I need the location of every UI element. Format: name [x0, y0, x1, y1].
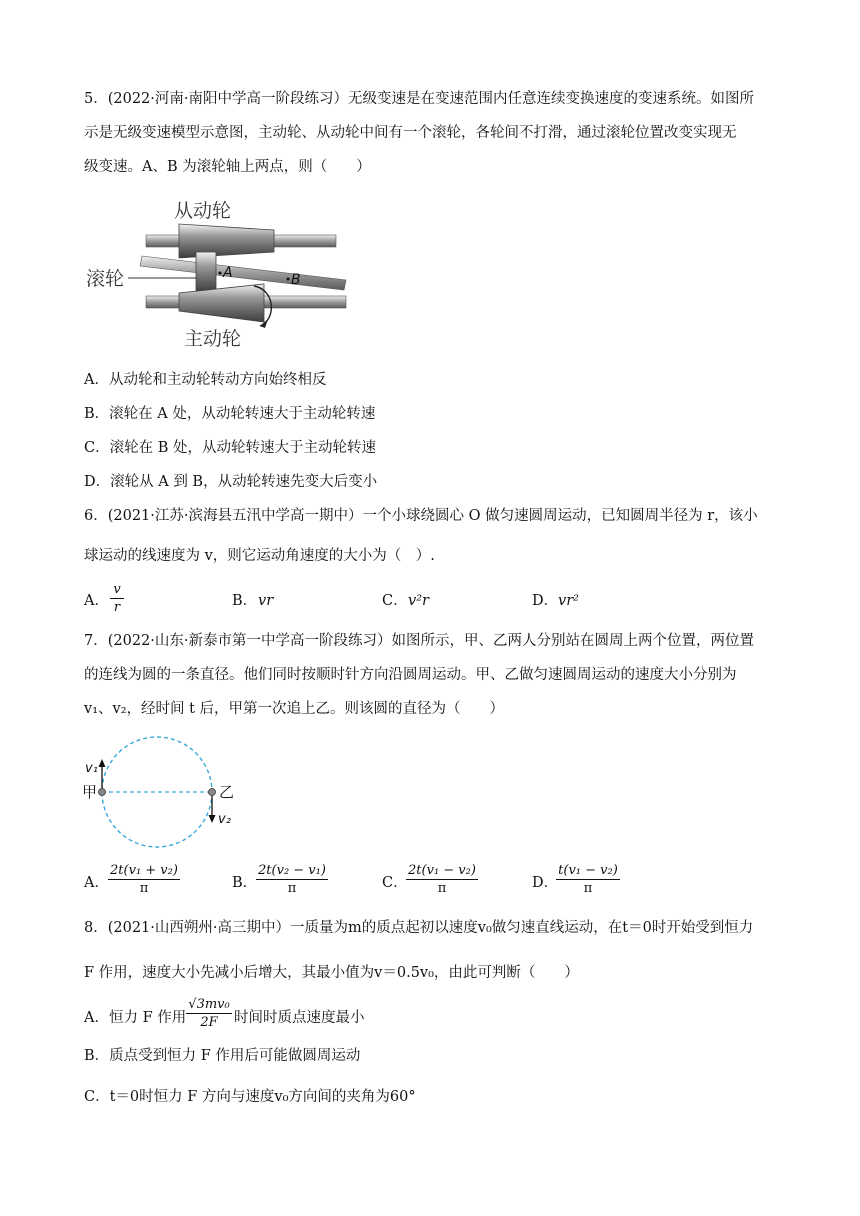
q6-stem-line-2: 球运动的线速度为 v，则它运动角速度的大小为（ ）. [84, 548, 435, 564]
q7-option-c-denominator: π [437, 881, 447, 896]
q6-option-b-letter: B． [232, 593, 258, 609]
q7-option-b-fraction [256, 862, 328, 897]
q7-option-d-denominator: π [583, 881, 593, 896]
q7-option-d-fraction [556, 862, 620, 897]
q8-option-a-denominator: 2F [200, 1015, 218, 1030]
q7-option-a-fraction [108, 862, 180, 897]
q6-option-c-letter: C． [382, 593, 408, 609]
q7-option-d-numerator: t(v₁ − v₂) [556, 862, 620, 880]
q7-option-a-numerator: 2t(v₁ + v₂) [108, 862, 180, 880]
q8-option-b: B．质点受到恒力 F 作用后可能做圆周运动 [84, 1048, 361, 1064]
q5-option-b: B．滚轮在 A 处，从动轮转速大于主动轮转速 [84, 406, 376, 422]
q6-option-a-letter: A． [84, 593, 109, 609]
q8-option-a-numerator: √3mv₀ [186, 996, 232, 1014]
person-yi-marker [209, 789, 216, 796]
q7-option-a-letter: A． [84, 875, 109, 891]
q7-stem-line-1: 7．(2022·山东·新泰市第一中学高一阶段练习）如图所示，甲、乙两人分别站在圆周上两个位置，两位置 [84, 633, 754, 649]
q6-option-d-value: vr² [558, 593, 579, 609]
q5-stem-line-2: 示是无级变速模型示意图，主动轮、从动轮中间有一个滚轮，各轮间不打滑，通过滚轮位置改变实现无 [84, 125, 737, 141]
q7-option-c-fraction [406, 862, 478, 897]
q6-option-a-denominator: r [113, 600, 121, 615]
q7-option-c-letter: C． [382, 875, 408, 891]
q8-option-a-suffix: 时间时质点速度最小 [234, 1010, 365, 1026]
q8-option-c: C．t＝0时恒力 F 方向与速度v₀方向间的夹角为60° [84, 1089, 416, 1105]
q7-option-c-numerator: 2t(v₁ − v₂) [406, 862, 478, 880]
q7-option-a-denominator: π [139, 881, 149, 896]
person-yi-label: 乙 [219, 783, 235, 801]
v1-arrow-icon [99, 759, 106, 767]
v1-label: v₁ [85, 761, 98, 776]
roller [196, 252, 216, 292]
q6-option-b-value: vr [258, 593, 274, 609]
q7-stem-line-3: v₁、v₂，经时间 t 后，甲第一次追上乙。则该圆的直径为（ ） [84, 701, 505, 717]
q7-option-b-numerator: 2t(v₂ − v₁) [256, 862, 328, 880]
q6-stem-line-1: 6．(2021·江苏·滨海县五汛中学高一期中）一个小球绕圆心 O 做匀速圆周运动，已知圆周半径为 r，该小 [84, 508, 758, 524]
q7-option-d-letter: D． [532, 875, 559, 891]
roller-axle [140, 256, 346, 290]
q5-option-d: D．滚轮从 A 到 B，从动轮转速先变大后变小 [84, 474, 378, 490]
q6-option-a-numerator: v [110, 581, 124, 599]
driver-wheel-label: 主动轮 [184, 328, 242, 350]
point-b-label: B [291, 272, 301, 288]
roller-label: 滚轮 [86, 268, 125, 290]
v2-arrow-icon [209, 815, 216, 823]
q5-stem-line-1: 5．(2022·河南·南阳中学高一阶段练习）无级变速是在变速范围内任意连续变换速度的变速系统。如图所 [84, 91, 754, 107]
q5-option-a: A．从动轮和主动轮转动方向始终相反 [84, 372, 327, 388]
q7-option-b-denominator: π [287, 881, 297, 896]
driven-cone [179, 224, 274, 258]
cvt-diagram [84, 192, 364, 352]
v2-label: v₂ [218, 812, 231, 827]
q6-option-a-fraction [110, 581, 124, 616]
circle-diagram [80, 730, 260, 860]
q8-stem-line-1: 8．(2021·山西朔州·高三期中）一质量为m的质点起初以速度v₀做匀速直线运动，在t＝0时开始受到恒力 [84, 920, 754, 936]
point-a-label: A [223, 265, 233, 281]
q8-option-a-fraction [186, 996, 232, 1031]
q8-stem-line-2: F 作用，速度大小先减小后增大，其最小值为v＝0.5v₀，由此可判断（ ） [84, 965, 579, 981]
q7-option-b-letter: B． [232, 875, 258, 891]
q6-option-c-value: v²r [408, 593, 429, 609]
q8-option-a-prefix: A．恒力 F 作用 [84, 1010, 187, 1026]
driver-cone [179, 284, 264, 322]
person-jia-label: 甲 [82, 783, 98, 801]
driven-wheel-label: 从动轮 [174, 200, 232, 222]
q5-stem-line-3: 级变速。A、B 为滚轮轴上两点，则（ ） [84, 159, 371, 175]
person-jia-marker [99, 789, 106, 796]
q6-option-d-letter: D． [532, 593, 559, 609]
q7-stem-line-2: 的连线为圆的一条直径。他们同时按顺时针方向沿圆周运动。甲、乙做匀速圆周运动的速度大小分别为 [84, 667, 737, 683]
q5-option-c: C．滚轮在 B 处，从动轮转速大于主动轮转速 [84, 440, 376, 456]
